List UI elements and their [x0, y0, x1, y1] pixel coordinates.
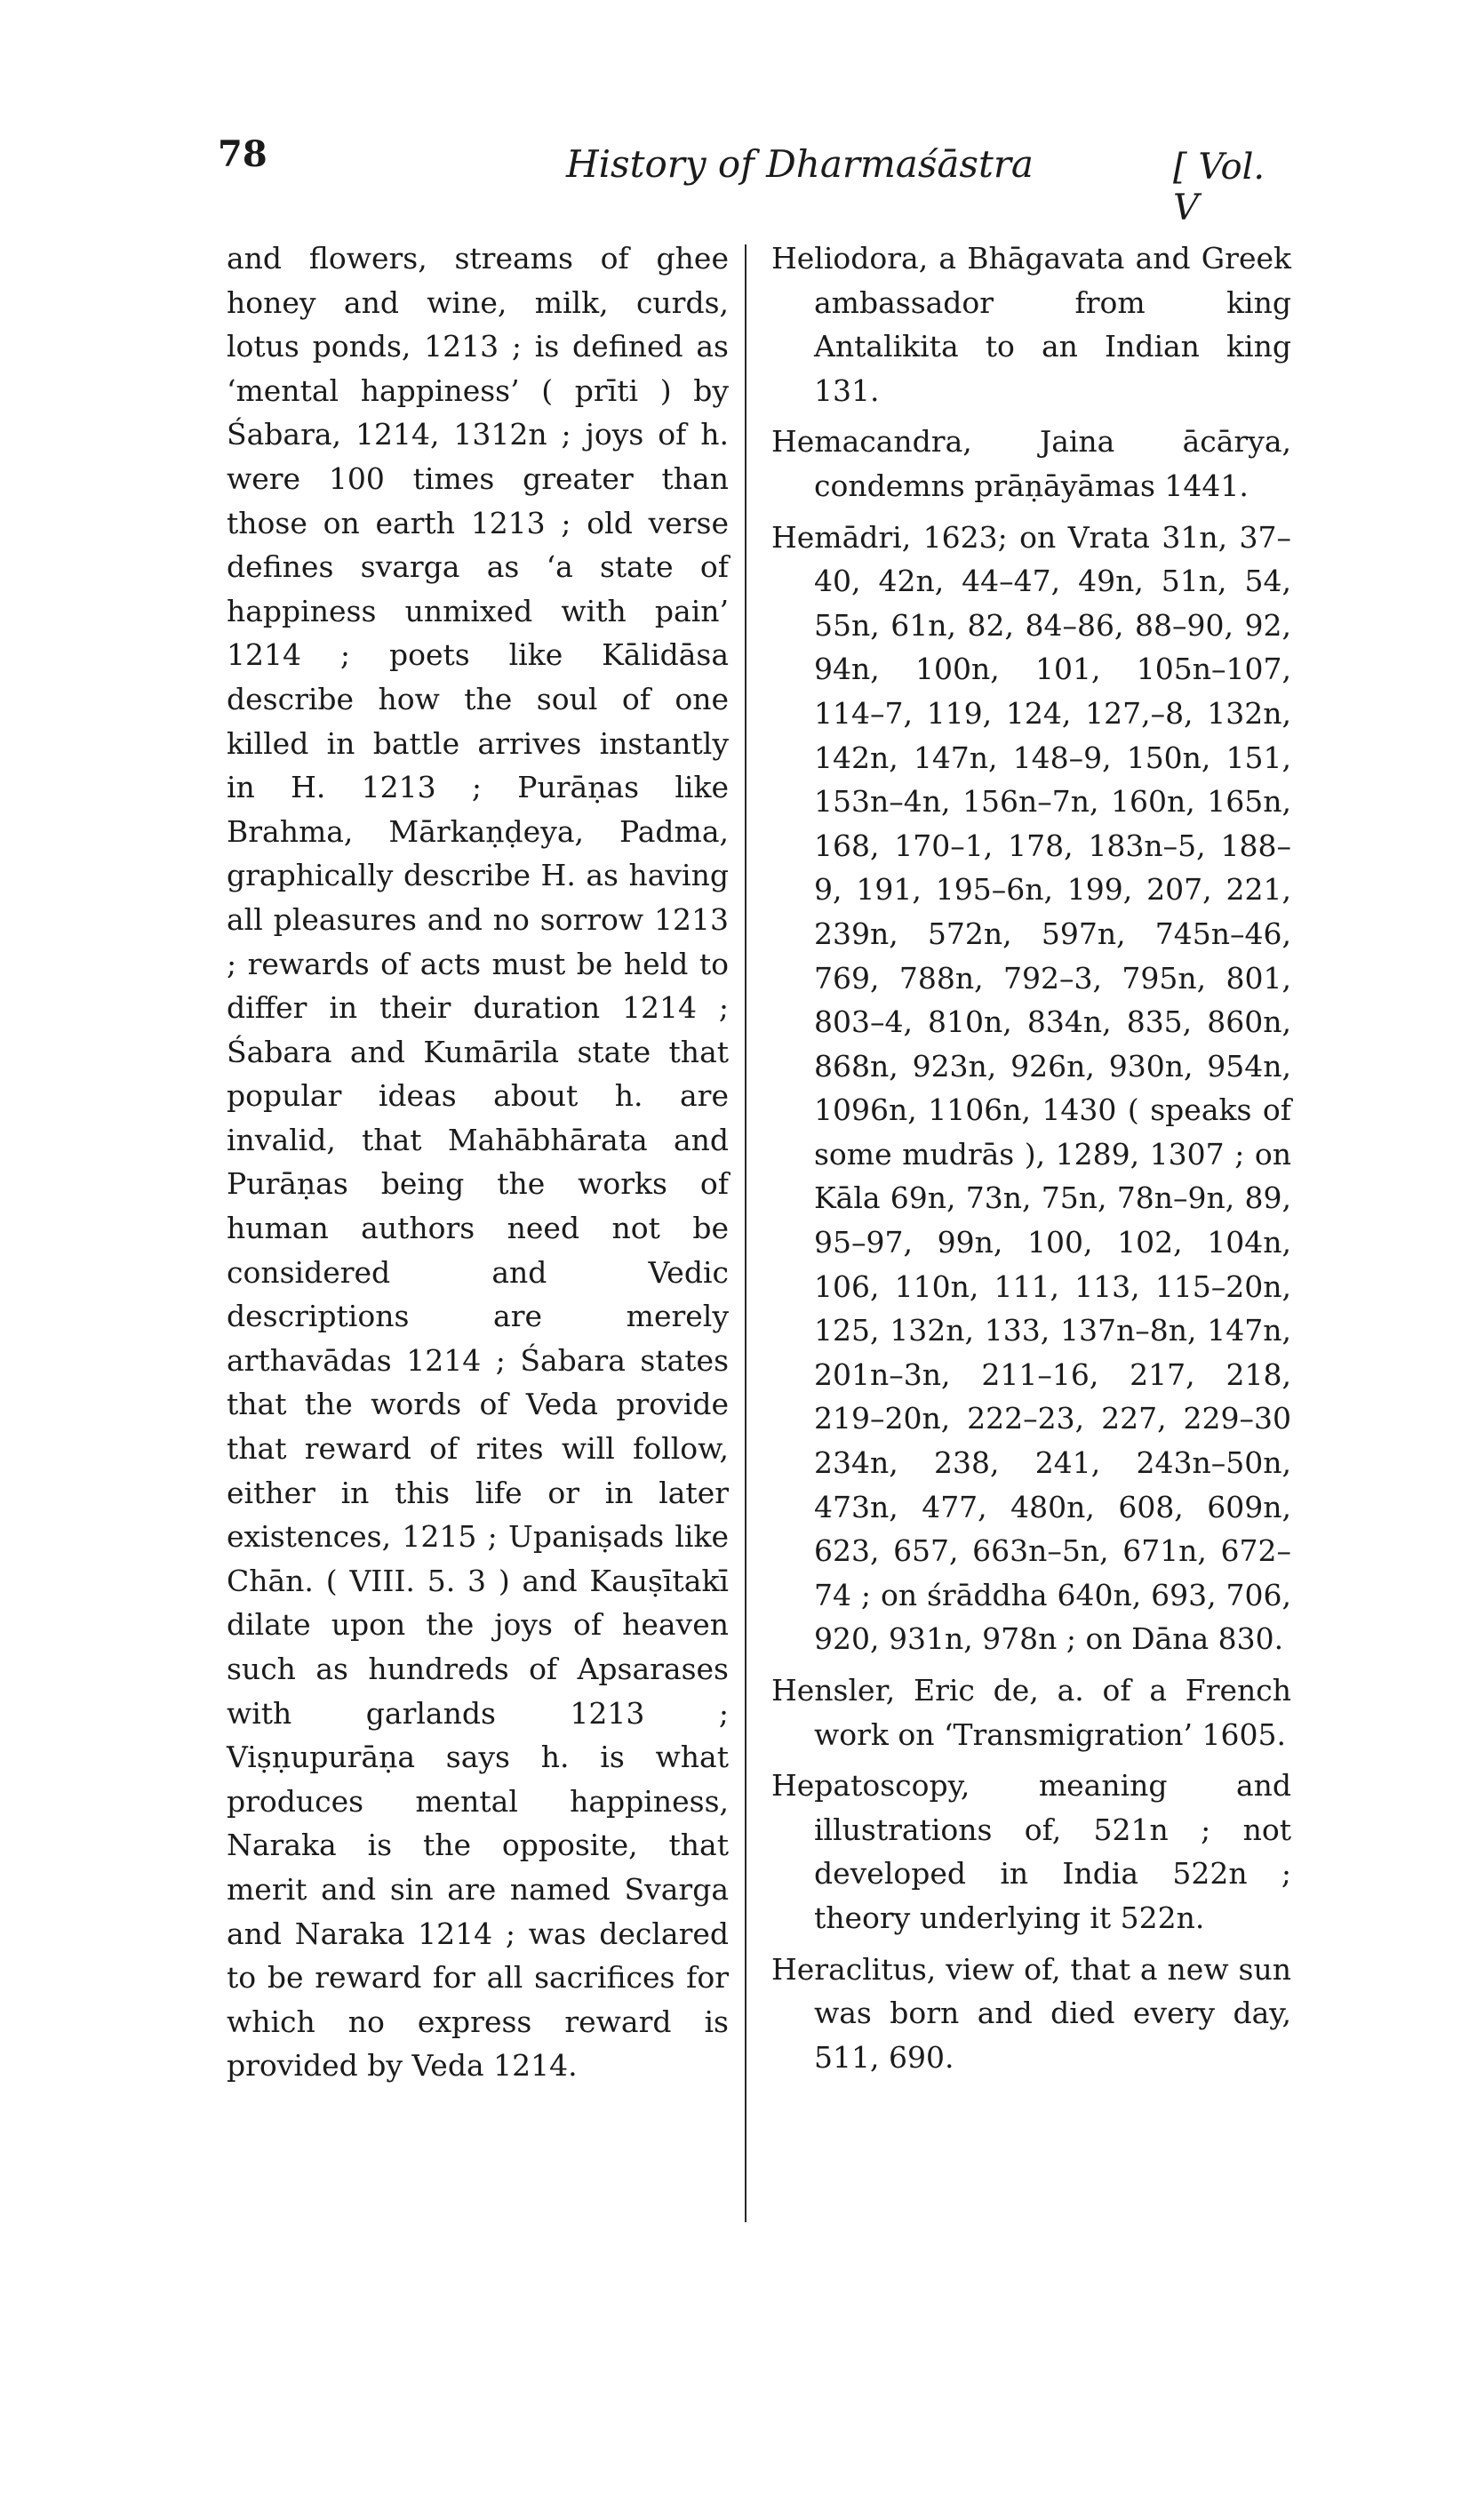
index-entry-hensler: Hensler, Eric de, a. of a French work on ‘Transmigration’ 1605. [771, 1673, 1291, 1752]
index-entry-hemadri: Hemādri, 1623; on Vrata 31n, 37–40, 42n, 44–47, 49n, 51n, 54, 55n, 61n, 82, 84–86, 88–90, 92, 94n, 100n, 101, 105n–107, 114–7, 119, 124, 127,–8, 132n, 142n, 147n, 148–9, 150n, 151, 153n–4n, 156n–7n, 160n, 165n, 168, 170–1, 178, 183n–5, 188–9, 191, 195–6n, 199, 207, 221, 239n, 572n, 597n, 745n–46, 769, 788n, 792–3, 795n, 801, 803–4, 810n, 834n, 835, 860n, 868n, 923n, 926n, 930n, 954n, 1096n, 1106n, 1430 ( speaks of some mudrās ), 1289, 1307 ; on Kāla 69n, 73n, 75n, 78n–9n, 89, 95–97, 99n, 100, 102, 104n, 106, 110n, 111, 113, 115–20n, 125, 132n, 133, 137n–8n, 147n, 201n–3n, 211–16, 217, 218, 219–20n, 222–23, 227, 229–30 234n, 238, 241, 243n–50n, 473n, 477, 480n, 608, 609n, 623, 657, 663n–5n, 671n, 672–74 ; on śrāddha 640n, 693, 706, 920, 931n, 978n ; on Dāna 830. [771, 519, 1291, 1657]
page-header [218, 133, 1284, 228]
index-entry-hepatoscopy: Hepatoscopy, meaning and illustrations of, 521n ; not developed in India 522n ; theory underlying it 522n. [771, 1768, 1291, 1935]
index-entry-heraclitus: Heraclitus, view of, that a new sun was born and died every day, 511, 690. [771, 1951, 1291, 2075]
right-column [771, 236, 1291, 2086]
column-divider [745, 244, 746, 2222]
page-number: 78 [218, 133, 267, 175]
index-entry-hemacandra: Hemacandra, Jaina ācārya, condemns prāṇāyāmas 1441. [771, 424, 1291, 503]
running-title: History of Dharmaśāstra [566, 142, 1034, 186]
left-column [227, 236, 729, 2088]
volume-label: [ Vol. V [1173, 147, 1265, 228]
index-entry-heliodora: Heliodora, a Bhāgavata and Greek ambassador from king Antalikita to an Indian king 131. [771, 241, 1291, 408]
continued-entry-text: and flowers, streams of ghee honey and wine, milk, curds, lotus ponds, 1213 ; is defined as ‘mental happiness’ ( prīti ) by Śabara, 1214, 1312n ; joys of h. were 100 times greater than those on earth 1213 ; old verse defines svarga as ‘a state of happiness unmixed with pain’ 1214 ; poets like Kālidāsa describe how the soul of one killed in battle arrives instantly in H. 1213 ; Purāṇas like Brahma, Mārkaṇḍeya, Padma, graphically describe H. as having all pleasures and no sorrow 1213 ; rewards of acts must be held to differ in their duration 1214 ; Śabara and Kumārila state that popular ideas about h. are invalid, that Mahābhārata and Purāṇas being the works of human authors need not be considered and Vedic descriptions are merely arthavādas 1214 ; Śabara states that the words of Veda provide that reward of rites will follow, either in this life or in later existences, 1215 ; Upaniṣads like Chān. ( VIII. 5. 3 ) and Kauṣītakī dilate upon the joys of heaven such as hundreds of Apsarases with garlands 1213 ; Viṣṇupurāṇa says h. is what produces mental happiness, Naraka is the opposite, that merit and sin are named Svarga and Naraka 1214 ; was declared to be reward for all sacrifices for which no express reward is provided by Veda 1214. [227, 241, 729, 2084]
